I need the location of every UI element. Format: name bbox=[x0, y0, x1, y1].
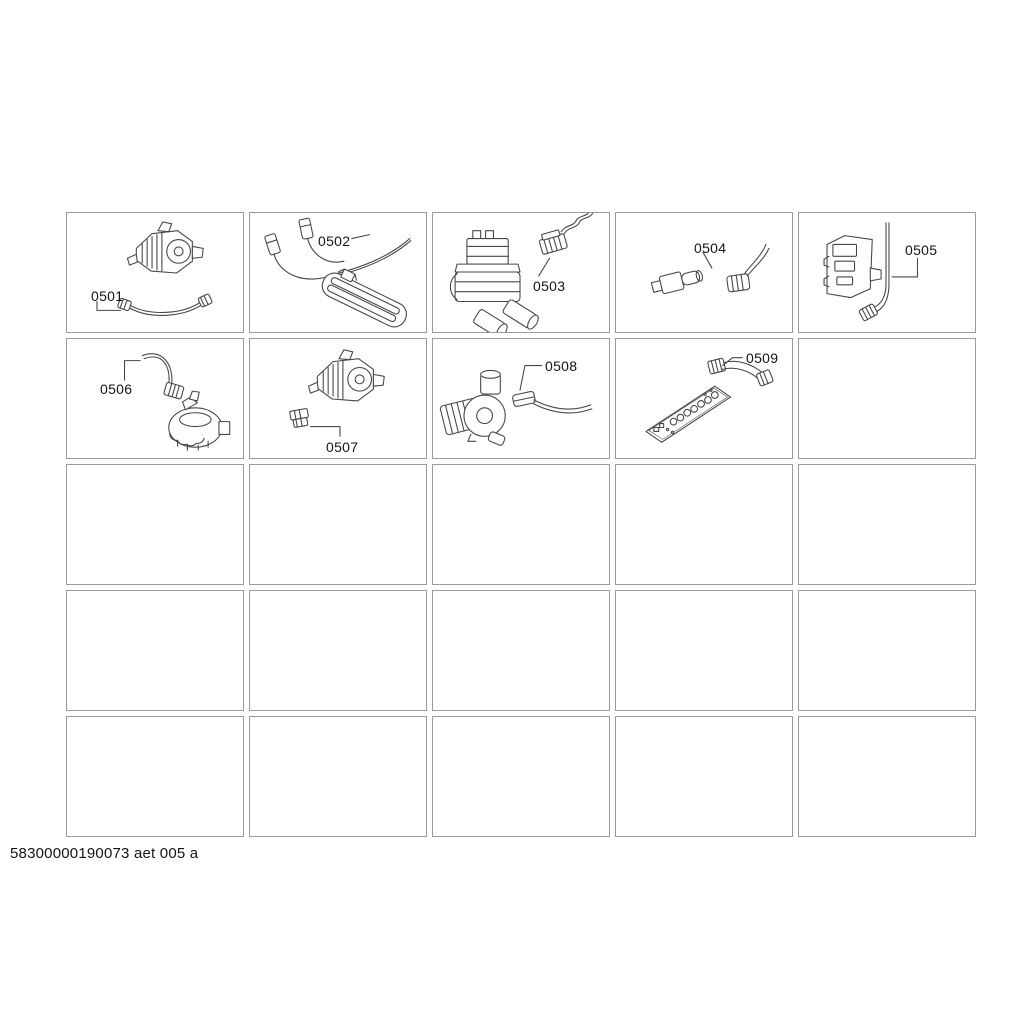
part-cell-0501[interactable] bbox=[66, 212, 244, 333]
part-number-label: 0504 bbox=[694, 240, 727, 256]
heating-element-illustration bbox=[250, 213, 426, 332]
empty-cell bbox=[615, 464, 793, 585]
empty-cell bbox=[432, 716, 610, 837]
part-cell-0504[interactable] bbox=[615, 212, 793, 333]
part-number-label: 0507 bbox=[326, 439, 359, 455]
part-number-label: 0501 bbox=[91, 288, 124, 304]
empty-cell bbox=[66, 464, 244, 585]
empty-cell bbox=[432, 590, 610, 711]
empty-cell bbox=[615, 716, 793, 837]
door-lock-illustration bbox=[799, 213, 975, 332]
empty-cell bbox=[432, 464, 610, 585]
parts-grid bbox=[66, 212, 976, 837]
part-number-label: 0505 bbox=[905, 242, 938, 258]
empty-cell bbox=[798, 464, 976, 585]
empty-cell bbox=[249, 590, 427, 711]
empty-cell bbox=[615, 590, 793, 711]
part-cell-0503[interactable] bbox=[432, 212, 610, 333]
empty-cell bbox=[798, 590, 976, 711]
empty-cell bbox=[249, 464, 427, 585]
drain-pump-illustration bbox=[433, 339, 609, 458]
motor-cable-illustration bbox=[67, 213, 243, 332]
part-number-label: 0506 bbox=[100, 381, 133, 397]
document-number: 58300000190073 aet 005 a bbox=[10, 845, 199, 862]
empty-cell bbox=[66, 590, 244, 711]
part-cell-0509[interactable] bbox=[615, 338, 793, 459]
empty-cell bbox=[798, 338, 976, 459]
part-number-label: 0509 bbox=[746, 350, 779, 366]
part-cell-0507[interactable] bbox=[249, 338, 427, 459]
empty-cell bbox=[249, 716, 427, 837]
part-cell-0506[interactable] bbox=[66, 338, 244, 459]
part-number-label: 0508 bbox=[545, 358, 578, 374]
part-number-label: 0502 bbox=[318, 233, 351, 249]
inlet-valve-illustration bbox=[433, 213, 609, 332]
harness-pump-illustration bbox=[67, 339, 243, 458]
part-cell-0502[interactable] bbox=[249, 212, 427, 333]
empty-cell bbox=[798, 716, 976, 837]
empty-cell bbox=[66, 716, 244, 837]
part-cell-0505[interactable] bbox=[798, 212, 976, 333]
part-cell-0508[interactable] bbox=[432, 338, 610, 459]
connector-illustration bbox=[616, 213, 792, 332]
part-number-label: 0503 bbox=[533, 278, 566, 294]
